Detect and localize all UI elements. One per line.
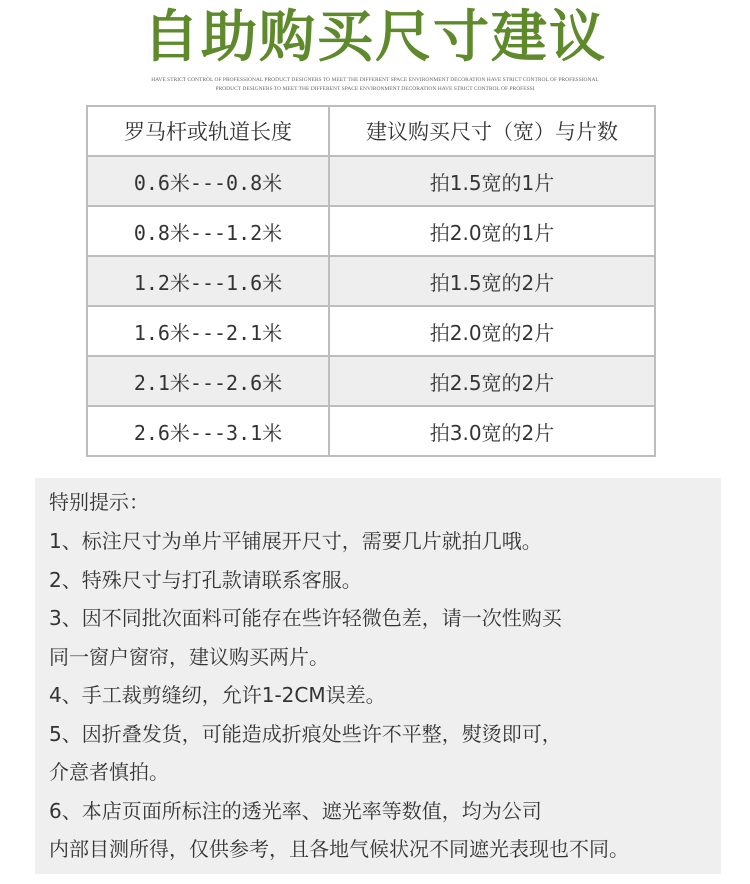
tip-line: 介意者慎拍。 bbox=[49, 760, 169, 784]
tip-line: 5、因折叠发货，可能造成折痕处些许不平整，熨烫即可， bbox=[49, 722, 562, 746]
tip-line: 1、标注尺寸为单片平铺展开尺寸，需要几片就拍几哦。 bbox=[49, 529, 542, 553]
suggested-size-cell: 拍2.0宽的2片 bbox=[329, 306, 655, 356]
tip-line: 同一窗户窗帘，建议购买两片。 bbox=[49, 645, 329, 669]
tip-line: 6、本店页面所标注的透光率、遮光率等数值，均为公司 bbox=[49, 799, 542, 823]
special-tips-panel bbox=[35, 478, 721, 874]
tip-line: 3、因不同批次面料可能存在些许轻微色差，请一次性购买 bbox=[49, 606, 562, 630]
header-rod-length: 罗马杆或轨道长度 bbox=[87, 106, 329, 156]
tip-line: 4、手工裁剪缝纫，允许1-2CM误差。 bbox=[49, 683, 386, 707]
size-recommendation-table bbox=[86, 105, 656, 457]
rod-length-cell: 1.2米---1.6米 bbox=[87, 256, 329, 306]
suggested-size-cell: 拍2.0宽的1片 bbox=[329, 206, 655, 256]
rod-length-cell: 0.8米---1.2米 bbox=[87, 206, 329, 256]
tip-line: 2、特殊尺寸与打孔款请联系客服。 bbox=[49, 568, 362, 592]
table-header-row bbox=[87, 106, 655, 156]
rod-length-cell: 2.1米---2.6米 bbox=[87, 356, 329, 406]
page-title: 自助购买尺寸建议 bbox=[143, 5, 607, 70]
subtitle-line-2: PRODUCT DESIGNERS TO MEET THE DIFFERENT SPACE ENVIRONMENT DECORATION HAVE STRICT CONTROL OF PROFESSI bbox=[215, 86, 535, 92]
tips-title: 特别提示： bbox=[49, 490, 149, 514]
table-row bbox=[87, 356, 655, 406]
rod-length-cell: 1.6米---2.1米 bbox=[87, 306, 329, 356]
rod-length-cell: 0.6米---0.8米 bbox=[87, 156, 329, 206]
suggested-size-cell: 拍1.5宽的1片 bbox=[329, 156, 655, 206]
suggested-size-cell: 拍2.5宽的2片 bbox=[329, 356, 655, 406]
table-row bbox=[87, 306, 655, 356]
table-row bbox=[87, 406, 655, 456]
tip-line: 内部目测所得，仅供参考，且各地气候状况不同遮光表现也不同。 bbox=[49, 837, 629, 861]
header-suggested-size: 建议购买尺寸（宽）与片数 bbox=[329, 106, 655, 156]
table-row bbox=[87, 256, 655, 306]
rod-length-cell: 2.6米---3.1米 bbox=[87, 406, 329, 456]
suggested-size-cell: 拍3.0宽的2片 bbox=[329, 406, 655, 456]
table-row bbox=[87, 156, 655, 206]
table-row bbox=[87, 206, 655, 256]
subtitle-line-1: HAVE STRICT CONTROL OF PROFESSIONAL PRODUCT DESIGNERS TO MEET THE DIFFERENT SPACE ENVIRONMENT DECORATION HAVE STRICT CONTROL OF PROFESSIONAL bbox=[151, 77, 599, 83]
suggested-size-cell: 拍1.5宽的2片 bbox=[329, 256, 655, 306]
